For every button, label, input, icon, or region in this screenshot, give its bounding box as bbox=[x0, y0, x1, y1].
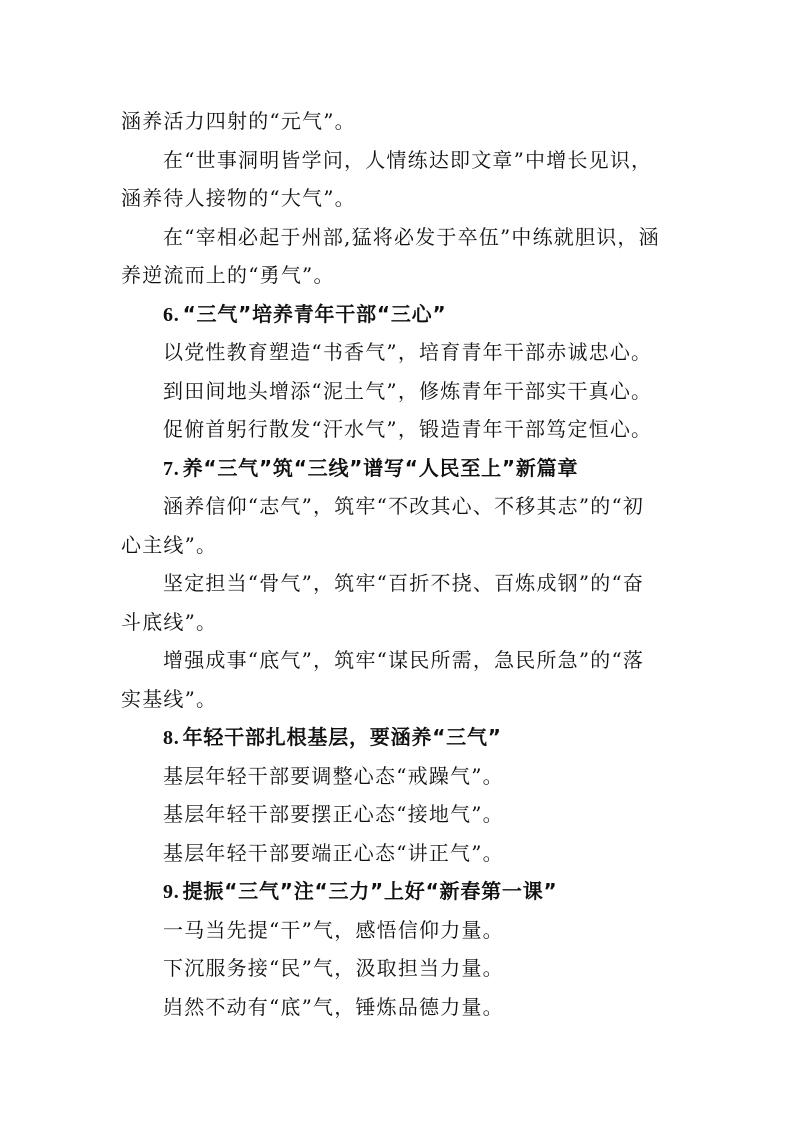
heading-number: 8. bbox=[163, 727, 180, 749]
paragraph-line: 在“宰相必起于州部,猛将必发于卒伍”中练就胆识，涵 bbox=[163, 224, 660, 249]
section-heading-8 bbox=[121, 718, 673, 757]
paragraph-line: 基层年轻干部要端正心态“讲正气”。 bbox=[163, 840, 504, 865]
paragraph-line: 下沉服务接“民”气，汲取担当力量。 bbox=[163, 956, 504, 980]
paragraph-line: 一马当先提“干”气，感悟信仰力量。 bbox=[163, 917, 504, 942]
heading-text: 年轻干部扎根基层，要涵养“三气” bbox=[182, 725, 502, 749]
paragraph-line: 斗底线”。 bbox=[121, 609, 218, 634]
paragraph-line: 涵养活力四射的“元气”。 bbox=[121, 109, 356, 133]
paragraph-line: 基层年轻干部要摆正心态“接地气”。 bbox=[163, 802, 504, 826]
paragraph-line: 以党性教育塑造“书香气”，培育青年干部赤诚忠心。 bbox=[163, 340, 653, 364]
paragraph-line: 增强成事“底气”，筑牢“谋民所需，急民所急”的“落 bbox=[163, 648, 645, 672]
section-heading-9 bbox=[121, 872, 673, 911]
paragraph-line: 坚定担当“骨气”，筑牢“百折不挠、百炼成钢”的“奋 bbox=[163, 571, 645, 595]
paragraph-line: 到田间地头增添“泥土气”，修炼青年干部实干真心。 bbox=[163, 378, 653, 403]
heading-number: 6. bbox=[163, 303, 180, 326]
document-body bbox=[121, 102, 673, 1026]
heading-number: 9. bbox=[163, 881, 180, 903]
paragraph-line: 岿然不动有“底”气，锤炼品德力量。 bbox=[163, 994, 504, 1019]
paragraph-line: 心主线”。 bbox=[121, 532, 218, 557]
heading-text: “三气”培养青年干部“三心” bbox=[182, 301, 447, 326]
paragraph-line: 促俯首躬行散发“汗水气”，锻造青年干部笃定恒心。 bbox=[163, 417, 653, 441]
paragraph-line: 实基线”。 bbox=[121, 686, 218, 711]
paragraph-line: 养逆流而上的“勇气”。 bbox=[121, 263, 335, 287]
heading-number: 7. bbox=[163, 457, 180, 480]
paragraph-line: 在“世事洞明皆学问，人情练达即文章”中增长见识， bbox=[163, 147, 653, 172]
paragraph-line: 涵养待人接物的“大气”。 bbox=[121, 186, 356, 210]
heading-text: 养“三气”筑“三线”谱写“人民至上”新篇章 bbox=[182, 455, 579, 480]
paragraph-line: 涵养信仰“志气”，筑牢“不改其心、不移其志”的“初 bbox=[163, 494, 645, 518]
heading-text: 提振“三气”注“三力”上好“新春第一课” bbox=[182, 879, 558, 903]
section-heading-7 bbox=[121, 449, 673, 488]
paragraph-line: 基层年轻干部要调整心态“戒躁气”。 bbox=[163, 763, 504, 788]
section-heading-6 bbox=[121, 295, 673, 334]
